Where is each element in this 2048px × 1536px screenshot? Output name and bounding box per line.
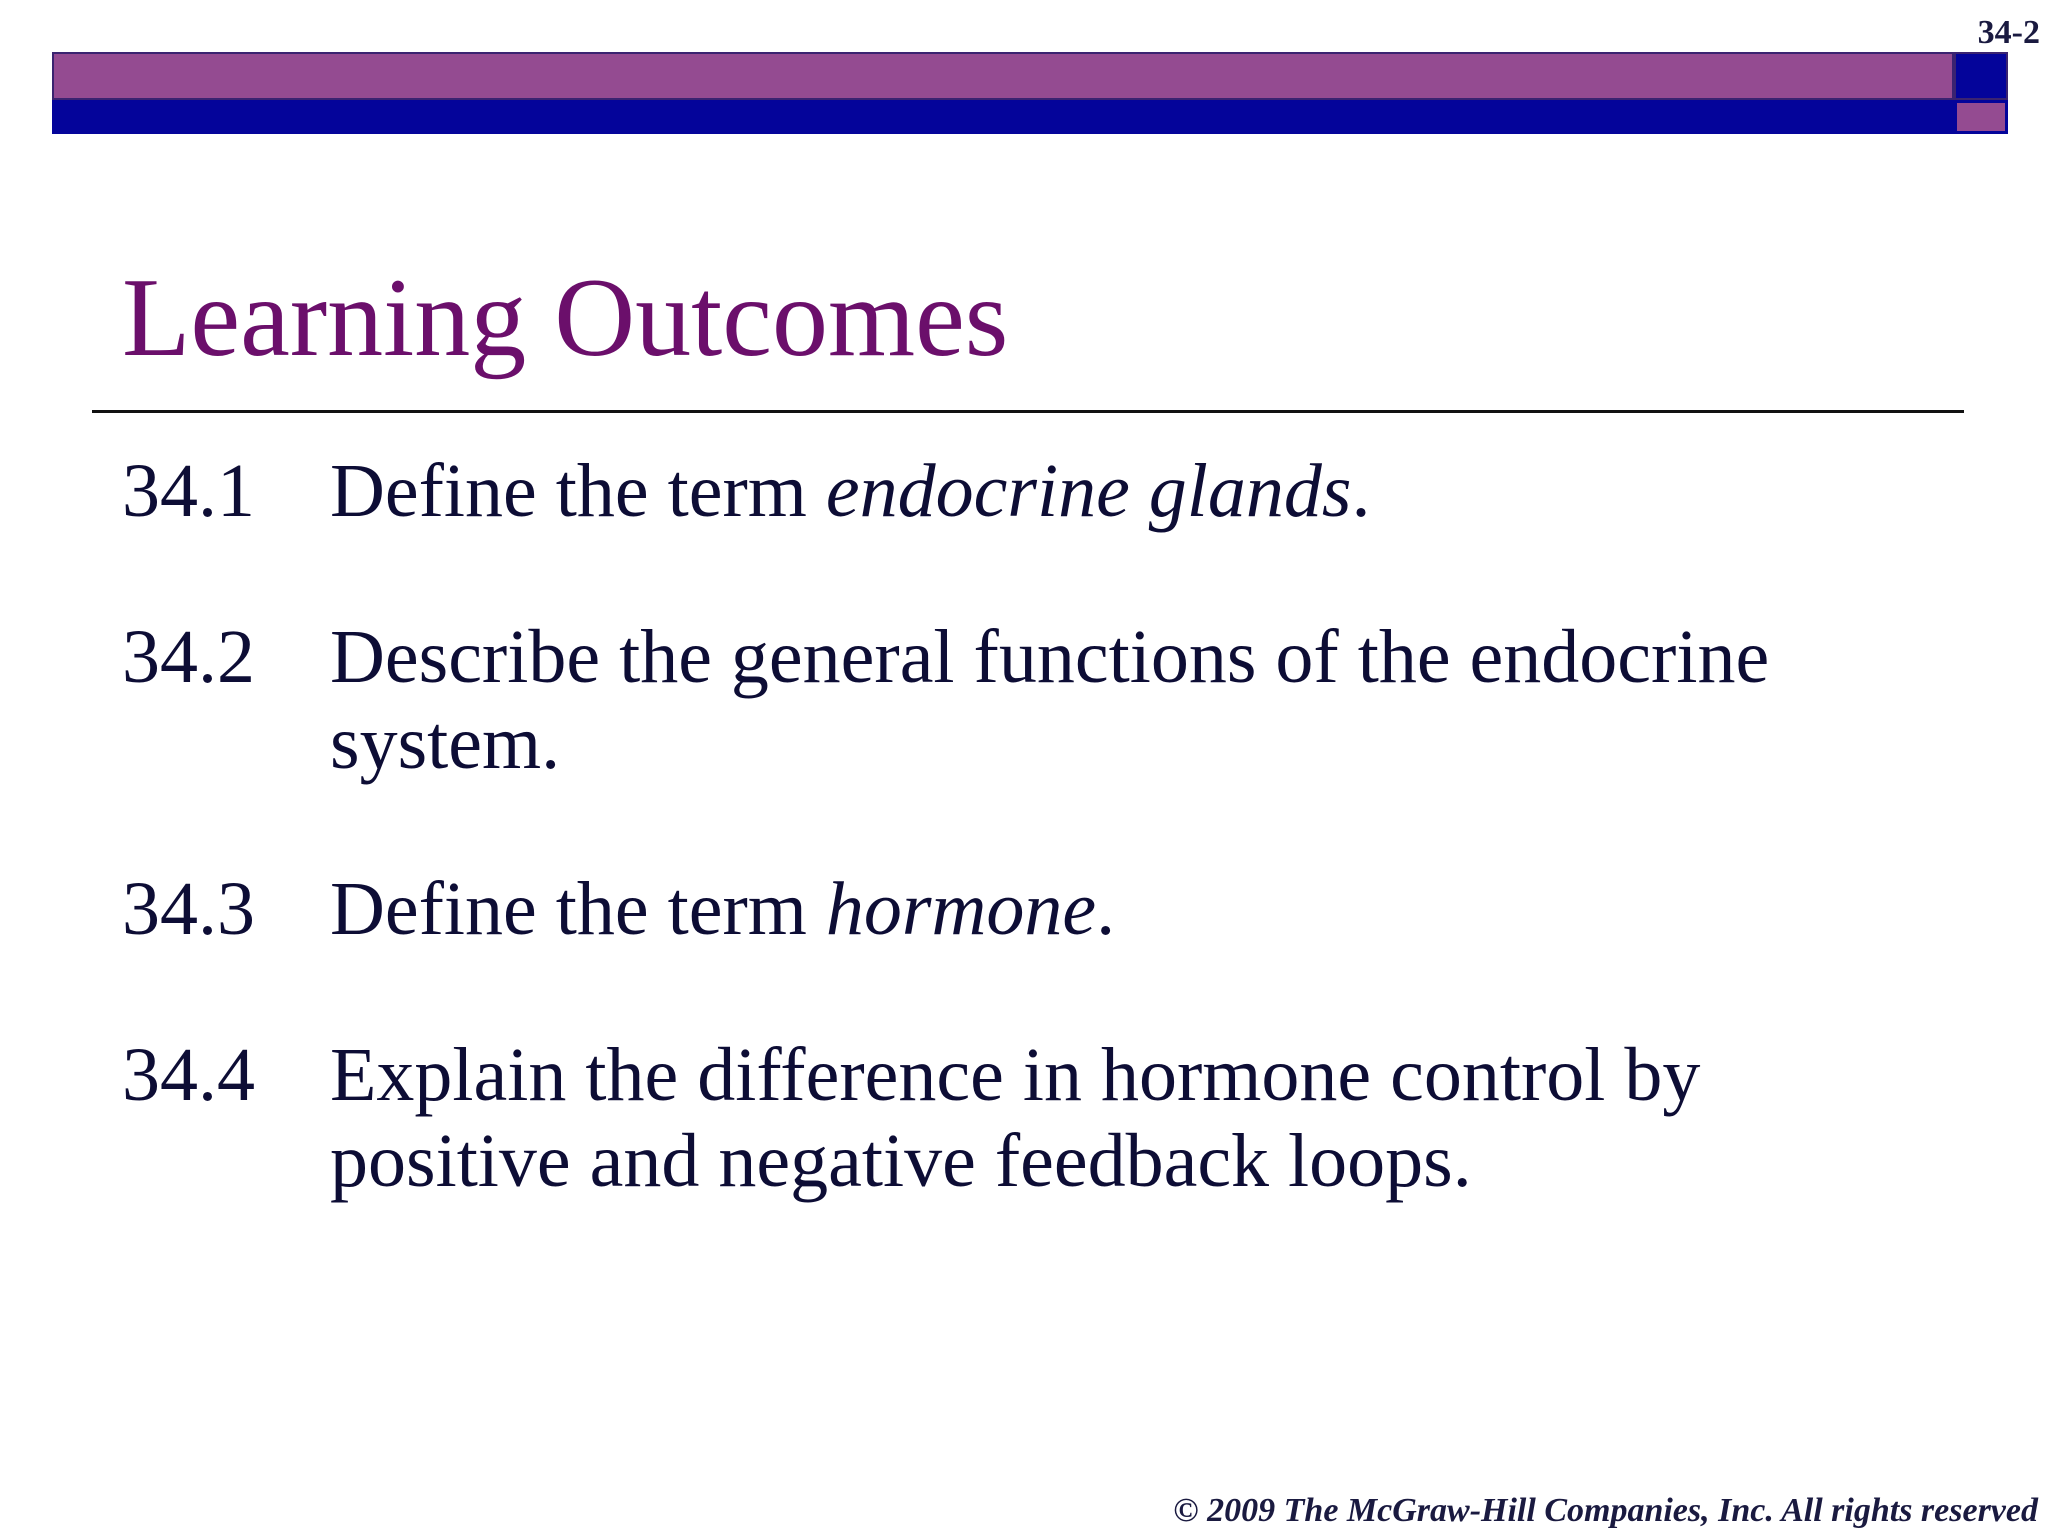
outcome-text [330,448,1922,534]
outcome-item [122,866,1922,952]
outcome-number: 34.1 [122,449,255,533]
outcome-text-plain: Define the term [330,449,826,533]
header-banner [52,52,2008,134]
banner-purple-square [1954,100,2008,134]
copyright-notice: © 2009 The McGraw-Hill Companies, Inc. All rights reserved [1173,1492,2038,1529]
outcome-text-end: . [1096,867,1116,951]
slide-number: 34-2 [1977,14,2040,51]
outcome-term: hormone [825,867,1097,951]
outcome-number: 34.3 [122,867,255,951]
outcome-text [330,866,1922,952]
outcome-item [122,448,1922,534]
banner-blue-bar [52,100,1954,134]
outcome-number: 34.4 [122,1033,255,1117]
banner-purple-bar [52,52,1954,100]
title-divider [92,410,1964,413]
outcome-number: 34.2 [122,615,255,699]
banner-blue-square [1954,52,2008,100]
outcome-item [122,614,1922,786]
outcome-item [122,1032,1922,1204]
outcome-text-plain: Describe the general functions of the endocrine system. [330,615,1770,785]
outcome-text [330,1032,1922,1204]
outcome-text-plain: Define the term [330,867,826,951]
outcome-term: endocrine glands [825,449,1352,533]
outcome-text-plain: Explain the difference in hormone control by positive and negative feedback loops. [330,1033,1701,1203]
learning-outcomes-list [122,448,1922,1284]
slide-title: Learning Outcomes [122,256,1009,380]
outcome-text-end: . [1351,449,1371,533]
outcome-text [330,614,1922,786]
